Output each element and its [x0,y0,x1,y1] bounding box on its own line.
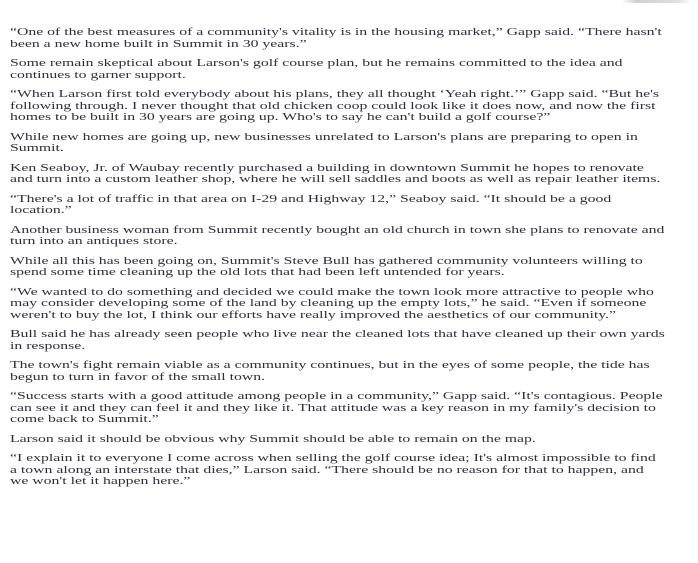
paragraph [10,27,665,50]
text-line: can see it and they can feel it and they like it. That attitude was a key reason in my family's decision to [10,402,656,414]
text-line: a town along an interstate that dies,” Larson said. “There should be no reason for that to happen, and [10,464,644,476]
text-line: we won't let it happen here.” [10,476,191,487]
text-line: in response. [10,340,86,352]
text-line: continues to garner support. [10,69,186,81]
text-line: “There's a lot of traffic in that area on I-29 and Highway 12,” Seaboy said. “It should be a good [10,193,612,205]
text-line: weren't to buy the lot, I think our efforts have really improved the aesthetics of our community.” [10,309,616,321]
cropped-page-header [622,0,692,3]
text-line: homes to be built in 30 years are going up. Who's to say he can't build a golf course?” [10,112,551,123]
paragraph [10,89,665,124]
text-line: Some remain skeptical about Larson's golf course plan, but he remains committed to the idea and [10,58,623,69]
paragraph [10,58,665,81]
paragraph [10,256,665,279]
text-line: turn into an antiques store. [10,236,178,247]
paragraph [10,225,665,248]
text-line: may consider developing some of the land by cleaning up the empty lots,” he said. “Even if someone [10,298,647,309]
text-line: come back to Summit.” [10,414,159,425]
paragraph [10,434,665,446]
text-line: been a new home built in Summit in 30 years.” [10,38,307,50]
text-line: “I explain it to everyone I come across when selling the golf course idea; It's almost impossible to find [10,453,656,464]
text-line: “When Larson first told everybody about his plans, they all thought ‘Yeah right.’” Gapp said. “But he's [10,89,660,100]
article-body [10,27,665,496]
text-line: “One of the best measures of a community's vitality is in the housing market,” Gapp said. “There hasn't [10,27,662,38]
text-line: Summit. [10,143,64,154]
paragraph [10,360,665,383]
paragraph [10,329,665,352]
text-line: “We wanted to do something and decided we could make the town look more attractive to people who [10,286,654,298]
text-line: While new homes are going up, new businesses unrelated to Larson's plans are preparing to open in [10,131,638,143]
paragraph [10,163,665,186]
text-line: begun to turn in favor of the small town. [10,371,266,383]
paragraph [10,391,665,426]
text-line: location.” [10,205,72,216]
text-line: While all this has been going on, Summit's Steve Bull has gathered community volunteers willing to [10,255,643,267]
text-line: and turn into a custom leather shop, where he will sell saddles and boots as well as repair leather items. [10,174,661,185]
text-line: Another business woman from Summit recently bought an old church in town she plans to renovate and [10,224,665,236]
text-line: Ken Seaboy, Jr. of Waubay recently purchased a building in downtown Summit he hopes to renovate [10,162,644,174]
text-line: Bull said he has already seen people who live near the cleaned lots that have cleaned up their own yards [10,329,665,340]
paragraph [10,453,665,488]
text-line: following through. I never thought that old chicken coop could look like it does now, and now the first [10,100,656,112]
text-line: The town's fight remain viable as a community continues, but in the eyes of some people, the tide has [10,360,650,371]
text-line: Larson said it should be obvious why Summit should be able to remain on the map. [10,433,536,445]
text-line: spend some time cleaning up the old lots that had been left untended for years. [10,267,505,278]
paragraph [10,287,665,322]
paragraph [10,194,665,217]
paragraph [10,132,665,155]
text-line: “Success starts with a good attitude among people in a community,” Gapp said. “It's contagious. People [10,391,663,402]
